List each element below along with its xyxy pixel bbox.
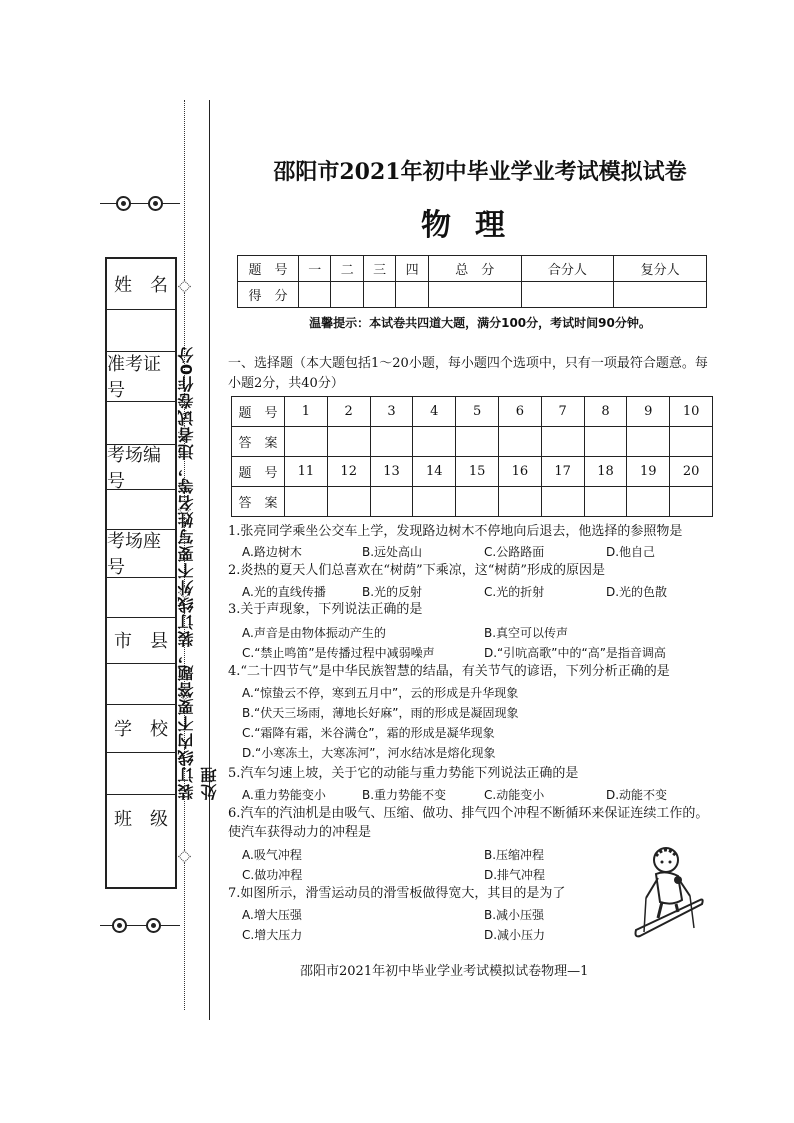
option: A.路边树木 — [242, 545, 302, 559]
answer-row-label: 答 案 — [232, 487, 285, 517]
question-number: 13 — [370, 457, 413, 487]
answer-cell[interactable] — [584, 487, 627, 517]
question-stem: 3.关于声现象，下列说法正确的是 — [228, 602, 423, 617]
student-info-box — [105, 257, 177, 889]
question-number: 15 — [456, 457, 499, 487]
ring-icon — [116, 196, 131, 211]
answer-row-label: 题 号 — [232, 457, 285, 487]
binding-warning: 装订线内不要答题，装订线外不要写姓名等，违者试卷作0分处理 — [177, 345, 219, 800]
option: D.排气冲程 — [484, 868, 546, 882]
answer-cell[interactable] — [327, 427, 370, 457]
option: D.减小压力 — [484, 928, 546, 942]
score-table — [237, 255, 707, 308]
ring-icon — [112, 918, 127, 933]
score-header: 题 号 — [238, 256, 299, 282]
question-number: 3 — [370, 397, 413, 427]
top-rule — [100, 203, 180, 204]
answer-cell[interactable] — [498, 487, 541, 517]
question-number: 1 — [285, 397, 328, 427]
question-number: 2 — [327, 397, 370, 427]
answer-row-label: 题 号 — [232, 397, 285, 427]
binding-mark — [178, 280, 191, 293]
question-number: 7 — [541, 397, 584, 427]
score-header: 复分人 — [614, 256, 707, 282]
ring-icon — [146, 918, 161, 933]
option: A.声音是由物体振动产生的 — [242, 626, 386, 640]
option: C.动能变小 — [484, 788, 545, 802]
option: D.光的色散 — [606, 585, 668, 599]
section-heading: 一、选择题（本大题包括1～20小题，每小题四个选项中，只有一项最符合题意。每小题2分，共40分） — [228, 356, 708, 391]
option: C.公路路面 — [484, 545, 545, 559]
option: D.他自己 — [606, 545, 656, 559]
question-stem: 6.汽车的汽油机是由吸气、压缩、做功、排气四个冲程不断循环来保证连续工作的。使汽车获得动力的冲程是 — [228, 806, 709, 840]
score-header: 总 分 — [428, 256, 521, 282]
option: D.动能不变 — [606, 788, 668, 802]
info-label: 姓 名 — [114, 275, 168, 296]
subject-title: 物理 — [421, 208, 529, 243]
option: B.真空可以传声 — [484, 626, 569, 640]
answer-cell[interactable] — [285, 427, 328, 457]
answer-cell[interactable] — [670, 487, 713, 517]
question-number: 4 — [413, 397, 456, 427]
exam-tip: 温馨提示：本试卷共四道大题，满分100分，考试时间90分钟。 — [309, 316, 651, 330]
option: A.“惊蛰云不停，寒到五月中”，云的形成是升华现象 — [242, 686, 519, 700]
question-number: 8 — [584, 397, 627, 427]
score-cell[interactable] — [299, 282, 331, 308]
option: B.重力势能不变 — [362, 788, 447, 802]
question-number: 9 — [627, 397, 670, 427]
option: B.远处高山 — [362, 545, 423, 559]
question-number: 20 — [670, 457, 713, 487]
score-header: 一 — [299, 256, 331, 282]
answer-cell[interactable] — [456, 427, 499, 457]
option: C.光的折射 — [484, 585, 545, 599]
option: C.增大压力 — [242, 928, 303, 942]
answer-cell[interactable] — [285, 487, 328, 517]
score-cell[interactable] — [521, 282, 614, 308]
question-number: 16 — [498, 457, 541, 487]
question-stem: 7.如图所示，滑雪运动员的滑雪板做得宽大，其目的是为了 — [228, 886, 566, 901]
question-number: 17 — [541, 457, 584, 487]
option: B.压缩冲程 — [484, 848, 545, 862]
answer-table — [231, 396, 713, 517]
answer-cell[interactable] — [413, 487, 456, 517]
option: A.重力势能变小 — [242, 788, 326, 802]
score-row-label: 得 分 — [238, 282, 299, 308]
ring-icon — [148, 196, 163, 211]
score-cell[interactable] — [363, 282, 395, 308]
info-label: 学 校 — [114, 719, 168, 740]
binding-mark — [178, 850, 191, 863]
option: D.“引吭高歌”中的“高”是指音调高 — [484, 646, 666, 660]
question-number: 14 — [413, 457, 456, 487]
page-footer: 邵阳市2021年初中毕业学业考试模拟试卷物理—1 — [300, 964, 589, 979]
question-number: 18 — [584, 457, 627, 487]
info-label: 考场座号 — [107, 531, 161, 578]
score-cell[interactable] — [614, 282, 707, 308]
question-number: 10 — [670, 397, 713, 427]
question-number: 11 — [285, 457, 328, 487]
answer-cell[interactable] — [584, 427, 627, 457]
answer-cell[interactable] — [541, 427, 584, 457]
answer-cell[interactable] — [456, 487, 499, 517]
answer-cell[interactable] — [370, 427, 413, 457]
option: C.“禁止鸣笛”是传播过程中减弱噪声 — [242, 646, 435, 660]
question-number: 19 — [627, 457, 670, 487]
score-header: 合分人 — [521, 256, 614, 282]
question-number: 6 — [498, 397, 541, 427]
option: D.“小寒冻土，大寒冻河”，河水结冰是熔化现象 — [242, 746, 496, 760]
option: A.增大压强 — [242, 908, 302, 922]
info-label: 市 县 — [114, 631, 168, 652]
exam-title: 邵阳市2021年初中毕业学业考试模拟试卷 — [273, 159, 687, 185]
option: C.“霜降有霜，米谷满仓”，霜的形成是凝华现象 — [242, 726, 495, 740]
question-stem: 2.炎热的夏天人们总喜欢在“树荫”下乘凉，这“树荫”形成的原因是 — [228, 563, 605, 578]
answer-cell[interactable] — [413, 427, 456, 457]
question-number: 12 — [327, 457, 370, 487]
skier-figure — [632, 842, 704, 940]
score-cell[interactable] — [396, 282, 428, 308]
answer-cell[interactable] — [327, 487, 370, 517]
question-stem: 4.“二十四节气”是中华民族智慧的结晶，有关节气的谚语，下列分析正确的是 — [228, 664, 670, 679]
option: B.减小压强 — [484, 908, 545, 922]
score-cell[interactable] — [428, 282, 521, 308]
answer-row-label: 答 案 — [232, 427, 285, 457]
answer-cell[interactable] — [627, 487, 670, 517]
question-stem: 1.张亮同学乘坐公交车上学，发现路边树木不停地向后退去，他选择的参照物是 — [228, 524, 683, 539]
option: A.光的直线传播 — [242, 585, 326, 599]
info-label: 准考证号 — [107, 354, 161, 401]
score-header: 三 — [363, 256, 395, 282]
info-label: 考场编号 — [107, 444, 161, 492]
answer-cell[interactable] — [670, 427, 713, 457]
question-number: 5 — [456, 397, 499, 427]
option: B.“伏天三场雨，薄地长好麻”，雨的形成是凝固现象 — [242, 706, 519, 720]
score-header: 四 — [396, 256, 428, 282]
answer-cell[interactable] — [498, 427, 541, 457]
answer-cell[interactable] — [541, 487, 584, 517]
score-cell[interactable] — [331, 282, 363, 308]
score-header: 二 — [331, 256, 363, 282]
option: C.做功冲程 — [242, 868, 303, 882]
answer-cell[interactable] — [627, 427, 670, 457]
answer-cell[interactable] — [370, 487, 413, 517]
option: B.光的反射 — [362, 585, 423, 599]
question-stem: 5.汽车匀速上坡，关于它的动能与重力势能下列说法正确的是 — [228, 766, 579, 781]
option: A.吸气冲程 — [242, 848, 302, 862]
info-label: 班 级 — [114, 809, 168, 830]
